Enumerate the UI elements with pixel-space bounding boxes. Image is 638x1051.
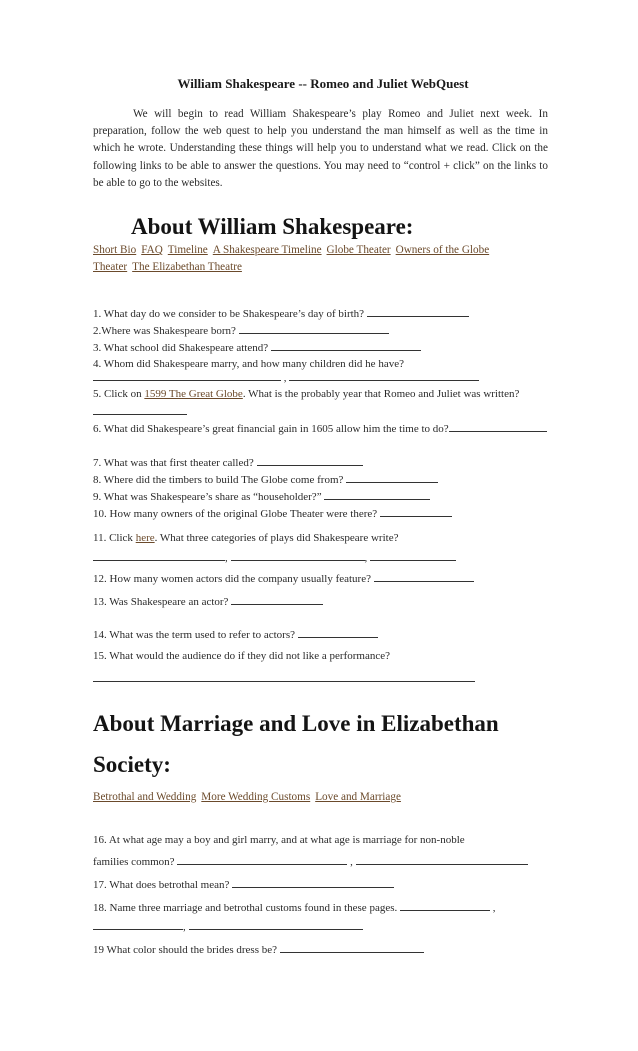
answer-blank[interactable] [271, 339, 421, 351]
section-heading-marriage: About Marriage and Love in Elizabethan [93, 711, 499, 736]
answer-blank[interactable] [257, 454, 363, 466]
section-heading-shakespeare: About William Shakespeare: [131, 214, 414, 239]
question-3: 3. What school did Shakespeare attend? [93, 339, 551, 357]
answer-blank[interactable] [289, 369, 479, 381]
link-great-globe[interactable]: 1599 The Great Globe [144, 388, 243, 400]
answer-blank[interactable] [93, 369, 281, 381]
question-19: 19 What color should the brides dress be? [93, 941, 551, 959]
link-love-marriage[interactable]: Love and Marriage [315, 791, 401, 803]
answer-blank[interactable] [231, 549, 365, 561]
link-globe-theater[interactable]: Globe Theater [326, 244, 391, 256]
answer-blank[interactable] [232, 876, 394, 888]
answer-blank[interactable] [370, 549, 456, 561]
question-8: 8. Where did the timbers to build The Globe come from? [93, 471, 551, 489]
question-2: 2.Where was Shakespeare born? [93, 322, 551, 340]
answer-blank[interactable] [93, 549, 225, 561]
answer-blank[interactable] [280, 941, 424, 953]
answer-blank[interactable] [367, 305, 469, 317]
question-15: 15. What would the audience do if they did not like a performance? [93, 650, 390, 662]
question-14: 14. What was the term used to refer to actors? [93, 626, 551, 644]
question-7: 7. What was that first theater called? [93, 454, 551, 472]
answer-blank[interactable] [239, 322, 389, 334]
question-17: 17. What does betrothal mean? [93, 876, 551, 894]
link-elizabethan-theatre[interactable]: The Elizabethan Theatre [132, 261, 242, 274]
intro-paragraph: We will begin to read William Shakespeare’s play Romeo and Juliet next week. In preparation, follow the web quest to help you understand the man himself as well as the time in which he wrote. Understanding these things will help you to understand what we read. Click on the following links to be able to answer the questions. You may need to “control + click” on the links to be able to go to the websites. [93, 108, 548, 189]
question-6: 6. What did Shakespeare’s great financial gain in 1605 allow him the time to do? [93, 420, 551, 438]
question-11: 11. Click here. What three categories of plays did Shakespeare write? [93, 532, 399, 544]
question-12: 12. How many women actors did the company usually feature? [93, 570, 551, 588]
link-owners-globe[interactable]: Owners of the Globe Theater [93, 244, 490, 274]
section-heading-marriage-line2: Society: [93, 752, 171, 777]
answer-blank[interactable] [400, 899, 490, 911]
answer-blank[interactable] [380, 505, 452, 517]
answer-blank[interactable] [324, 488, 430, 500]
question-4-answers: , [93, 369, 551, 387]
question-18: 18. Name three marriage and betrothal customs found in these pages. , [93, 899, 551, 917]
answer-blank[interactable] [189, 918, 363, 930]
page-title: William Shakespeare -- Romeo and Juliet WebQuest [177, 76, 469, 91]
question-16: 16. At what age may a boy and girl marry, and at what age is marriage for non-noble [93, 834, 465, 846]
question-5: 5. Click on 1599 The Great Globe. What is the probably year that Romeo and Juliet was written? [93, 386, 551, 421]
link-shakespeare-timeline[interactable]: A Shakespeare Timeline [212, 244, 322, 256]
answer-blank[interactable] [93, 403, 187, 415]
link-betrothal-wedding[interactable]: Betrothal and Wedding [93, 791, 197, 803]
question-11-answers: , , [93, 549, 551, 567]
question-18-answers: , [93, 918, 551, 936]
answer-line[interactable] [93, 681, 475, 682]
answer-blank[interactable] [93, 918, 183, 930]
answer-blank[interactable] [449, 420, 547, 432]
answer-blank[interactable] [374, 570, 474, 582]
answer-blank[interactable] [298, 626, 378, 638]
answer-blank[interactable] [177, 853, 347, 865]
question-4: 4. Whom did Shakespeare marry, and how many children did he have? [93, 358, 404, 370]
answer-blank[interactable] [231, 593, 323, 605]
link-here[interactable]: here [135, 532, 155, 544]
link-short-bio[interactable]: Short Bio [93, 244, 137, 256]
marriage-links [93, 789, 543, 806]
question-13: 13. Was Shakespeare an actor? [93, 593, 551, 611]
question-16-answers: families common? , [93, 853, 551, 871]
link-faq[interactable]: FAQ [141, 244, 163, 256]
answer-blank[interactable] [346, 471, 438, 483]
link-timeline[interactable]: Timeline [167, 244, 208, 256]
question-10: 10. How many owners of the original Globe Theater were there? [93, 505, 551, 523]
question-9: 9. What was Shakespeare’s share as “householder?” [93, 488, 551, 506]
question-1: 1. What day do we consider to be Shakespeare’s day of birth? [93, 305, 551, 323]
shakespeare-links [93, 242, 543, 277]
link-more-wedding-customs[interactable]: More Wedding Customs [201, 791, 311, 803]
answer-blank[interactable] [356, 853, 528, 865]
